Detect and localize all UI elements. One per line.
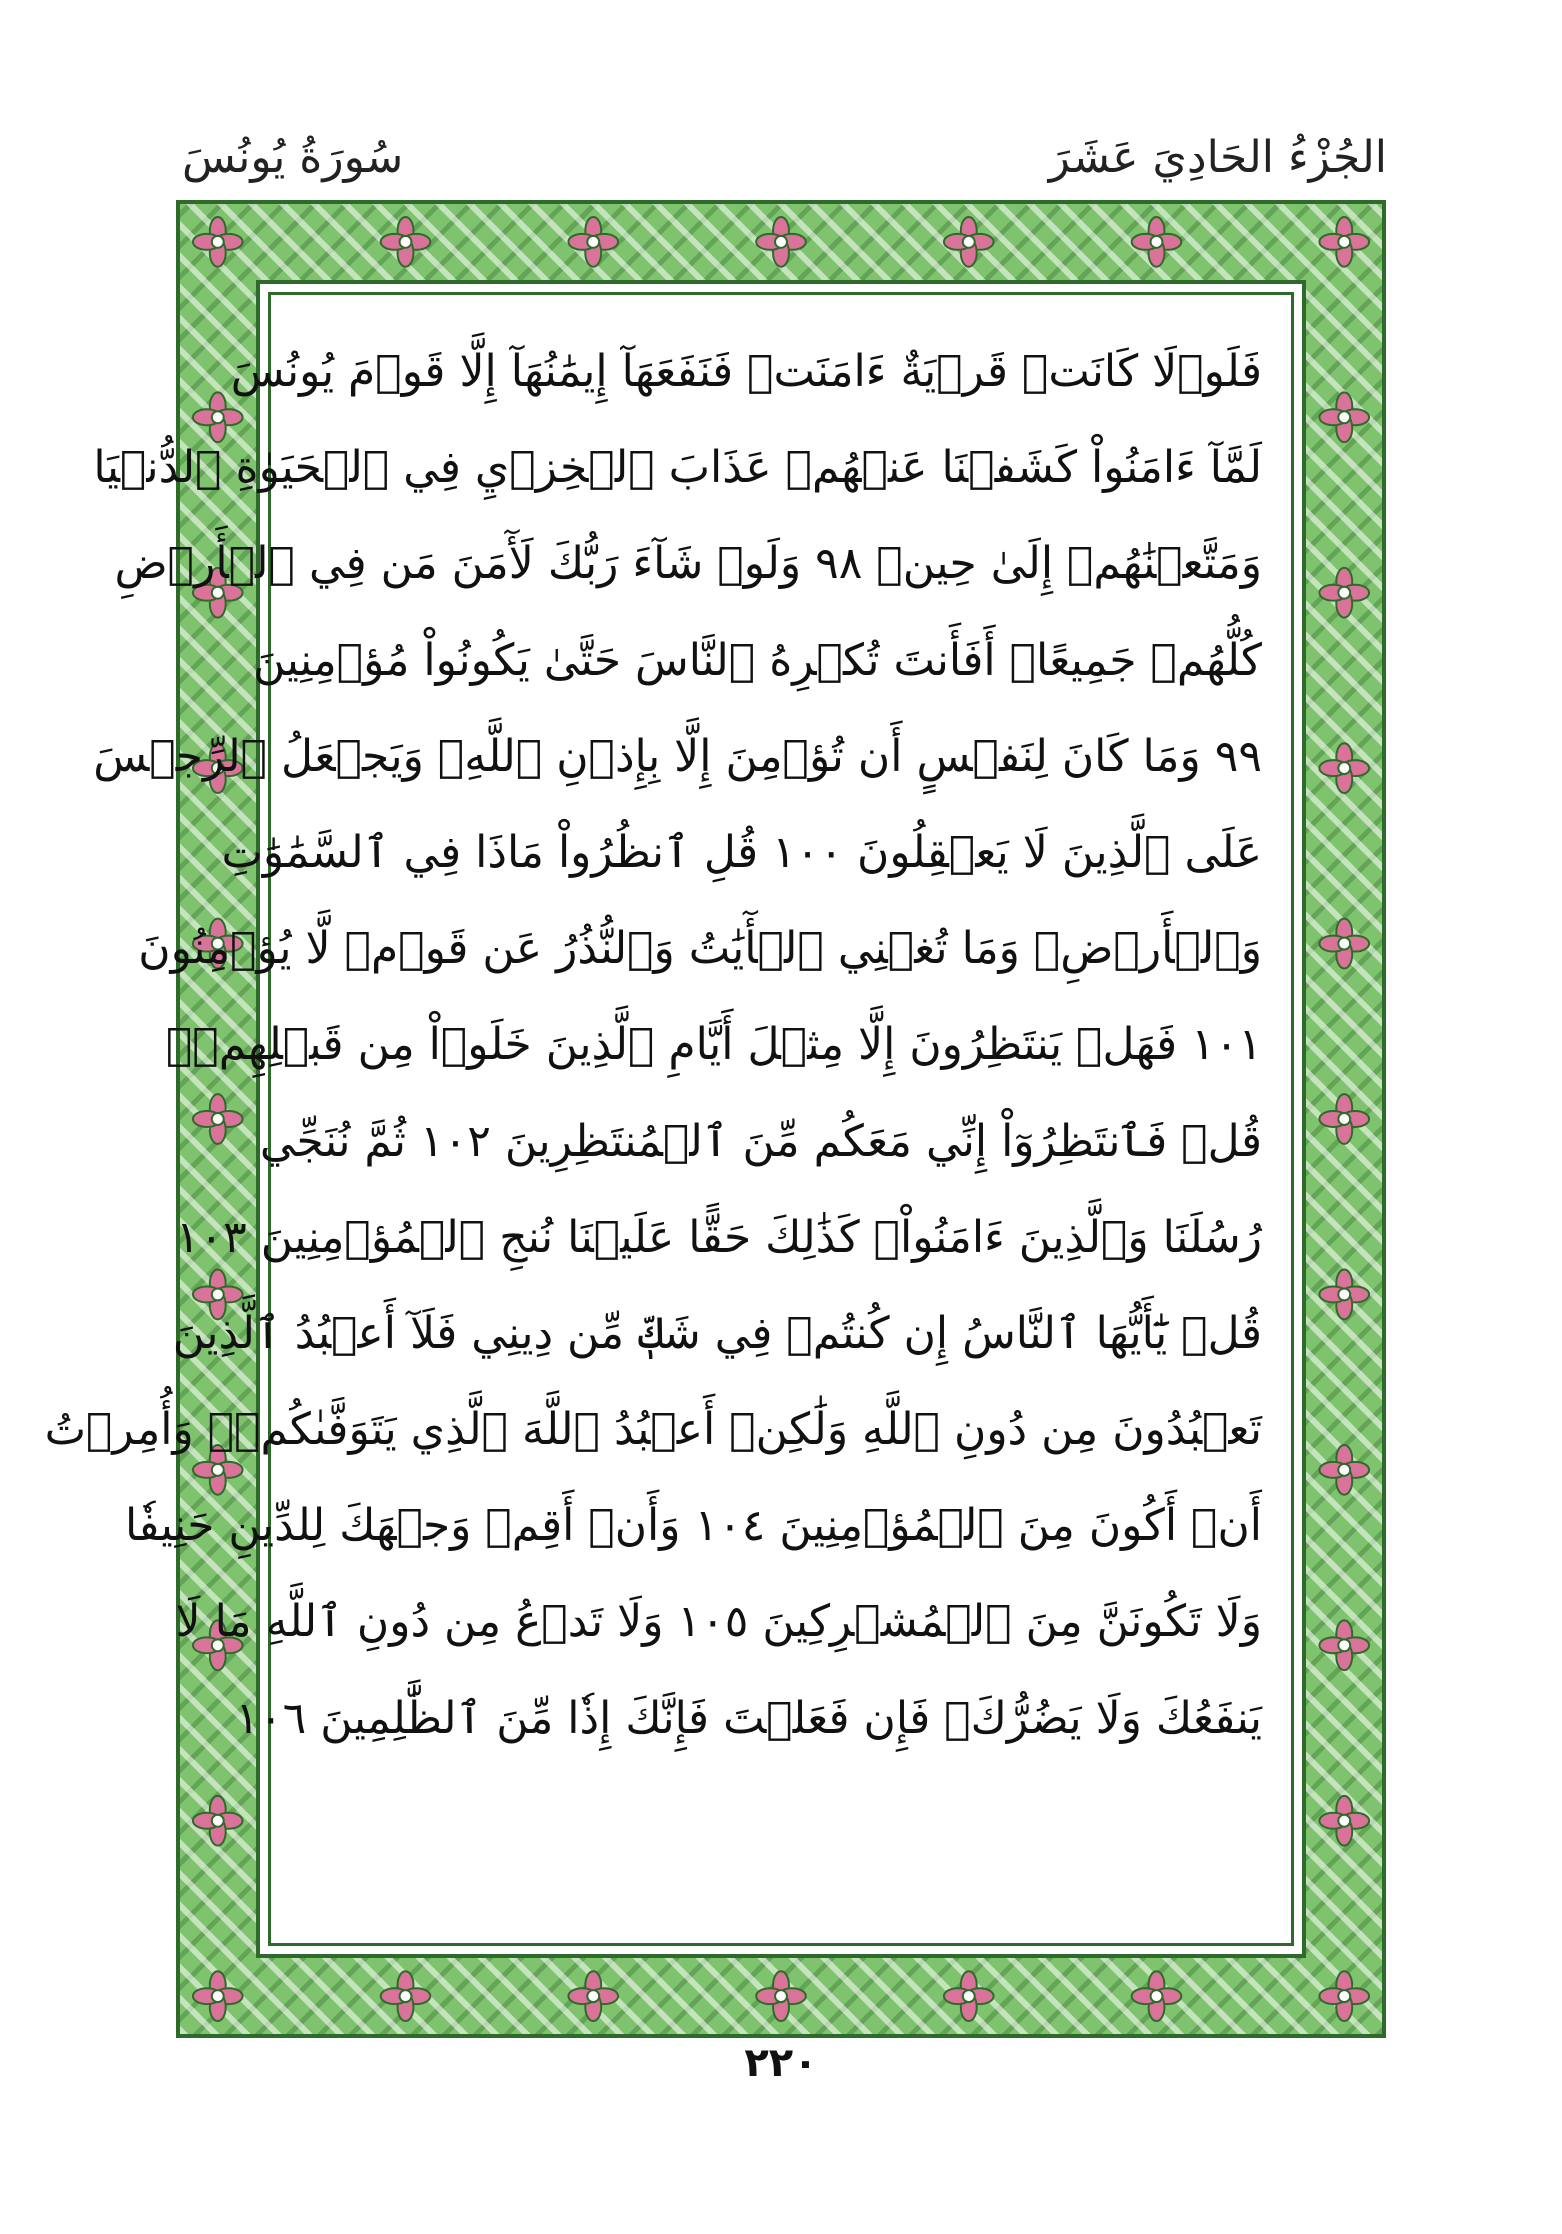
flower-ornament-icon <box>1319 1094 1369 1144</box>
flower-ornament-icon <box>1319 1971 1369 2021</box>
verse-text-area <box>44 324 1262 1914</box>
flower-ornament-icon <box>1319 919 1369 969</box>
flower-ornament-icon <box>568 1971 618 2021</box>
juz-title: الجُزْءُ الحَادِيَ عَشَرَ <box>1048 132 1387 183</box>
flower-ornament-icon <box>1319 743 1369 793</box>
flower-ornament-icon <box>1319 1445 1369 1495</box>
flower-ornament-icon <box>193 1796 243 1846</box>
flower-ornament-icon <box>1319 392 1369 442</box>
flower-ornament-icon <box>193 1094 243 1144</box>
flower-ornament-icon <box>568 217 618 267</box>
flower-ornament-icon <box>1319 1270 1369 1320</box>
verse-line: فَلَوۡلَا كَانَتۡ قَرۡيَةٌ ءَامَنَتۡ فَنَفَعَهَآ إِيمَٰنُهَآ إِلَّا قَوۡمَ يُونُسَ <box>230 346 1262 397</box>
flower-ornament-icon <box>756 1971 806 2021</box>
verse-line: قُلۡ يَٰٓأَيُّهَا ٱلنَّاسُ إِن كُنتُمۡ فِي شَكّٖ مِّن دِينِي فَلَآ أَعۡبُدُ ٱلَّذِينَ <box>172 1307 1262 1359</box>
verse-line: وَمَتَّعۡنَٰهُمۡ إِلَىٰ حِينٖ ٩٨ وَلَوۡ شَآءَ رَبُّكَ لَأٓمَنَ مَن فِي ٱلۡأَرۡضِ <box>114 538 1262 590</box>
verse-line: وَٱلۡأَرۡضِۚ وَمَا تُغۡنِي ٱلۡأٓيَٰتُ وَٱلنُّذُرُ عَن قَوۡمٖ لَّا يُؤۡمِنُونَ <box>138 923 1262 975</box>
verse-line: ٩٩ وَمَا كَانَ لِنَفۡسٍ أَن تُؤۡمِنَ إِلَّا بِإِذۡنِ ٱللَّهِۚ وَيَجۡعَلُ ٱلرِّجۡسَ <box>93 730 1262 782</box>
verse-line: أَنۡ أَكُونَ مِنَ ٱلۡمُؤۡمِنِينَ ١٠٤ وَأَنۡ أَقِمۡ وَجۡهَكَ لِلدِّينِ حَنِيفٗا <box>125 1500 1262 1552</box>
flower-ornament-icon <box>381 217 431 267</box>
verse-line: كُلُّهُمۡ جَمِيعًاۚ أَفَأَنتَ تُكۡرِهُ ٱلنَّاسَ حَتَّىٰ يَكُونُواْ مُؤۡمِنِينَ <box>253 634 1262 686</box>
flower-ornament-icon <box>756 217 806 267</box>
verse-line: عَلَى ٱلَّذِينَ لَا يَعۡقِلُونَ ١٠٠ قُلِ ٱنظُرُواْ مَاذَا فِي ٱلسَّمَٰوَٰتِ <box>221 826 1262 878</box>
flower-ornament-icon <box>381 1971 431 2021</box>
verse-line: لَمَّآ ءَامَنُواْ كَشَفۡنَا عَنۡهُمۡ عَذَابَ ٱلۡخِزۡيِ فِي ٱلۡحَيَوٰةِ ٱلدُّنۡيَا <box>93 442 1262 494</box>
page-number: ٢٢٠ <box>744 2040 818 2086</box>
verse-line: يَنفَعُكَ وَلَا يَضُرُّكَۖ فَإِن فَعَلۡتَ فَإِنَّكَ إِذٗا مِّنَ ٱلظَّٰلِمِينَ ١٠٦ <box>235 1692 1262 1744</box>
flower-ornament-icon <box>1319 217 1369 267</box>
flower-ornament-icon <box>944 217 994 267</box>
verse-line: ١٠١ فَهَلۡ يَنتَظِرُونَ إِلَّا مِثۡلَ أَيَّامِ ٱلَّذِينَ خَلَوۡاْ مِن قَبۡلِهِمۡۚ <box>165 1019 1262 1071</box>
flower-ornament-icon <box>193 1971 243 2021</box>
flower-ornament-icon <box>1319 1620 1369 1670</box>
verse-line: وَلَا تَكُونَنَّ مِنَ ٱلۡمُشۡرِكِينَ ١٠٥ وَلَا تَدۡعُ مِن دُونِ ٱللَّهِ مَا لَا <box>175 1596 1262 1648</box>
flower-ornament-icon <box>193 217 243 267</box>
verse-line: قُلۡ فَٱنتَظِرُوٓاْ إِنِّي مَعَكُم مِّنَ ٱلۡمُنتَظِرِينَ ١٠٢ ثُمَّ نُنَجِّي <box>259 1115 1262 1167</box>
verse-line: تَعۡبُدُونَ مِن دُونِ ٱللَّهِ وَلَٰكِنۡ أَعۡبُدُ ٱللَّهَ ٱلَّذِي يَتَوَفَّىٰكُمۡۖ وَأُمِرۡتُ <box>44 1404 1262 1456</box>
flower-ornament-icon <box>944 1971 994 2021</box>
surah-name: سُورَةُ يُونُسَ <box>182 132 404 183</box>
ornamental-frame <box>44 200 1386 2038</box>
flower-ornament-icon <box>1132 1971 1182 2021</box>
flower-ornament-icon <box>1132 217 1182 267</box>
flower-ornament-icon <box>1319 568 1369 618</box>
text-panel <box>44 280 1306 1958</box>
flower-ornament-icon <box>1319 1796 1369 1846</box>
verse-line: رُسُلَنَا وَٱلَّذِينَ ءَامَنُواْۚ كَذَٰلِكَ حَقًّا عَلَيۡنَا نُنجِ ٱلۡمُؤۡمِنِينَ ١٠٣ <box>175 1211 1262 1263</box>
